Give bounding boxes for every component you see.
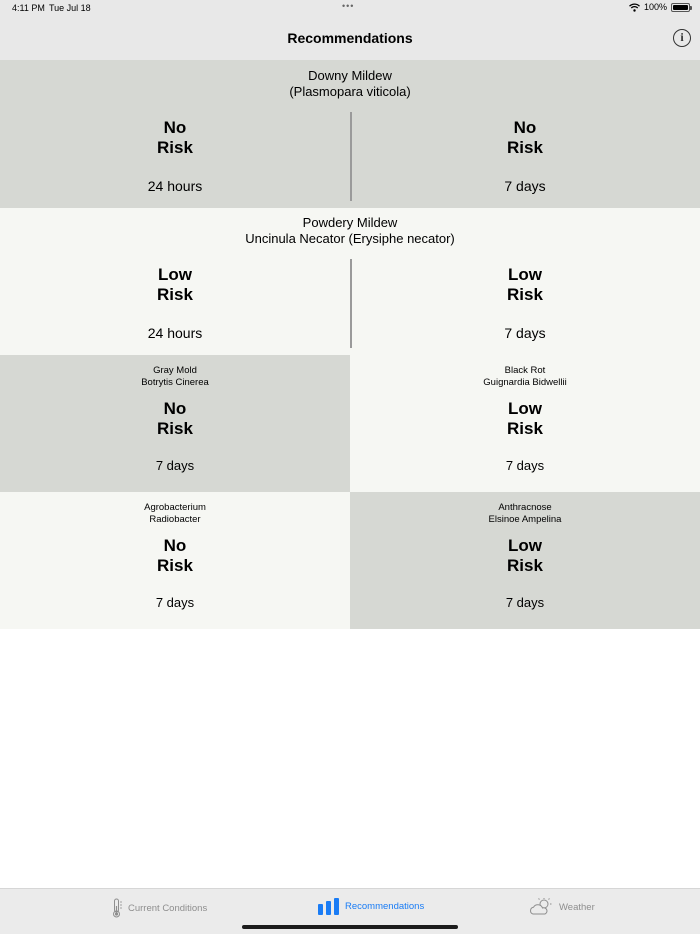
agrobacterium-card <box>0 492 350 629</box>
risk-level: No Risk <box>157 399 193 438</box>
powdery-mildew-title: Powdery Mildew Uncinula Necator (Erysiphe necator) <box>245 215 455 246</box>
powdery-7d-forecast <box>350 265 700 341</box>
forecast-period: 7 days <box>504 178 546 194</box>
risk-level: No Risk <box>507 118 543 157</box>
forecast-period: 24 hours <box>147 325 203 341</box>
multitasking-dots-icon[interactable]: ••• <box>342 1 355 11</box>
card-title: Gray Mold Botrytis Cinerea <box>141 365 209 388</box>
forecast-period: 7 days <box>155 595 195 610</box>
tab-recommendations[interactable] <box>318 898 424 915</box>
bar-chart-icon <box>318 898 339 915</box>
card-title: Anthracnose Elsinoe Ampelina <box>488 502 562 525</box>
anthracnose-card <box>350 492 700 629</box>
downy-7d-forecast <box>350 118 700 194</box>
downy-mildew-title: Downy Mildew (Plasmopara viticola) <box>289 68 411 99</box>
risk-level: Low Risk <box>507 536 543 575</box>
tab-weather[interactable] <box>529 898 595 916</box>
tab-label: Recommendations <box>345 901 425 912</box>
black-rot-card <box>350 355 700 492</box>
status-date: Tue Jul 18 <box>49 3 91 13</box>
downy-mildew-section <box>0 60 700 208</box>
powdery-mildew-section <box>0 208 700 355</box>
forecast-period: 7 days <box>505 595 545 610</box>
status-time: 4:11 PM <box>12 3 45 13</box>
downy-24h-forecast <box>0 118 350 194</box>
battery-percent: 100% <box>643 2 667 12</box>
risk-level: No Risk <box>157 118 193 157</box>
powdery-24h-forecast <box>0 265 350 341</box>
home-indicator[interactable] <box>242 925 458 929</box>
risk-level: Low Risk <box>157 265 193 304</box>
forecast-period: 7 days <box>155 458 195 473</box>
card-title: Black Rot Guignardia Bidwellii <box>483 365 567 388</box>
nav-bar <box>0 17 700 60</box>
risk-level: Low Risk <box>507 399 543 438</box>
partly-cloudy-icon <box>529 898 553 916</box>
forecast-period: 24 hours <box>147 178 203 194</box>
wifi-icon <box>629 3 640 12</box>
tab-label: Current Conditions <box>128 902 208 914</box>
risk-level: No Risk <box>157 536 193 575</box>
risk-level: Low Risk <box>507 265 543 304</box>
card-title: Agrobacterium Radiobacter <box>144 502 206 525</box>
forecast-period: 7 days <box>504 325 546 341</box>
tab-current-conditions[interactable] <box>112 898 207 918</box>
page-title: Recommendations <box>287 30 413 46</box>
thermometer-icon <box>112 898 122 918</box>
info-icon[interactable]: i <box>673 29 691 47</box>
gray-mold-card <box>0 355 350 492</box>
status-bar <box>0 0 700 17</box>
forecast-period: 7 days <box>505 458 545 473</box>
tab-label: Weather <box>559 901 595 913</box>
status-right <box>629 2 690 12</box>
battery-icon <box>671 3 690 12</box>
